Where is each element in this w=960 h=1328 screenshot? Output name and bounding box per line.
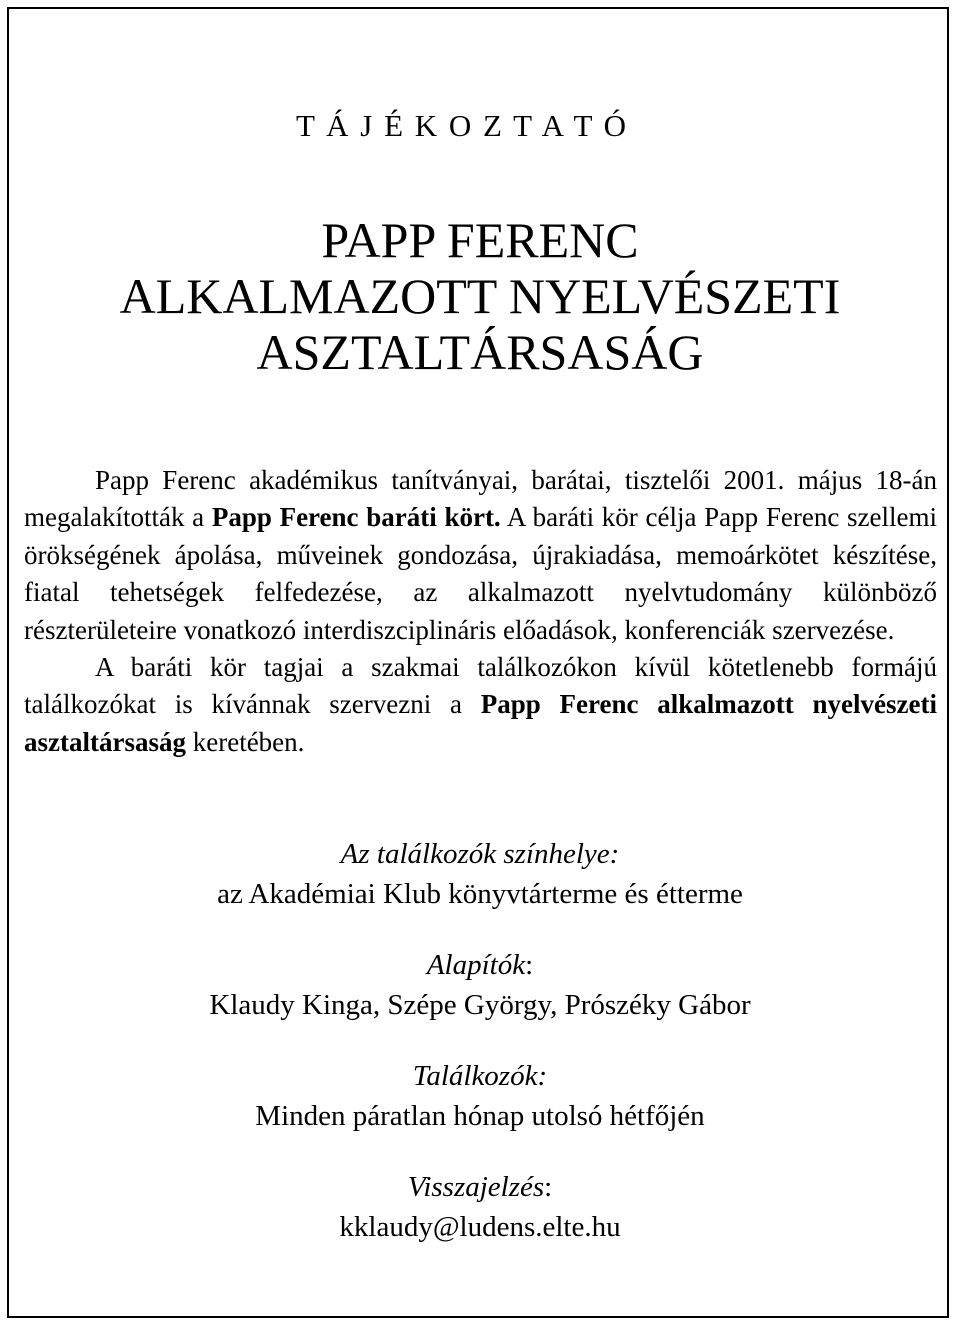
paragraph-1-text-a: Papp Ferenc akadémikus tanítványai, barátai, tisztelői 2001. május 18-án megalakították a: [24, 465, 937, 533]
founders-label-line: [0, 945, 960, 985]
venue-value: az Akadémiai Klub könyvtárterme és étterme: [217, 878, 743, 910]
title-line-2: ALKALMAZOTT NYELVÉSZETI: [119, 268, 841, 324]
founders-block: [0, 945, 960, 1025]
paragraph-2-bold: Papp Ferenc alkalmazott nyelvészeti asztaltársaság: [24, 689, 937, 757]
feedback-email[interactable]: kklaudy@ludens.elte.hu: [339, 1211, 621, 1243]
meetings-label: Találkozók:: [412, 1060, 548, 1092]
founders-colon: :: [525, 949, 534, 981]
paragraph-2: [24, 649, 937, 761]
paragraph-1-bold: Papp Ferenc baráti kört.: [211, 502, 501, 533]
meetings-block: [0, 1056, 960, 1136]
feedback-colon: :: [544, 1171, 553, 1203]
paragraph-2-text-b: keretében.: [185, 726, 305, 757]
meetings-value: Minden páratlan hónap utolsó hétfőjén: [255, 1100, 705, 1132]
notice-heading: T Á J É K O Z T A T Ó: [296, 108, 628, 143]
feedback-label-line: [0, 1167, 960, 1207]
body-text: [24, 462, 937, 761]
document-title: [0, 212, 960, 380]
feedback-label: Visszajelzés: [407, 1171, 545, 1203]
paragraph-2-text-a: A baráti kör tagjai a szakmai találkozókon kívül kötetlenebb formájú találkozókat is kívánnak szervezni a: [24, 652, 937, 720]
title-line-3: ASZTALTÁRSASÁG: [256, 324, 704, 380]
founders-label: Alapítók: [426, 949, 526, 981]
feedback-block: [0, 1167, 960, 1247]
founders-value: Klaudy Kinga, Szépe György, Prószéky Gábor: [209, 989, 751, 1021]
venue-block: [0, 834, 960, 914]
venue-label: Az találkozók színhelye:: [340, 838, 620, 870]
title-line-1: PAPP FERENC: [321, 212, 639, 268]
paragraph-1: [24, 462, 937, 649]
paragraph-1-text-b: A baráti kör célja Papp Ferenc szellemi örökségének ápolása, műveinek gondozása, újrakiadása, memoárkötet készítése, fiatal tehetségek felfedezése, az alkalmazott nyelvtudomány különböző részterületeire vonatkozó interdiszciplináris előadások, konferenciák szervezése.: [24, 502, 937, 645]
